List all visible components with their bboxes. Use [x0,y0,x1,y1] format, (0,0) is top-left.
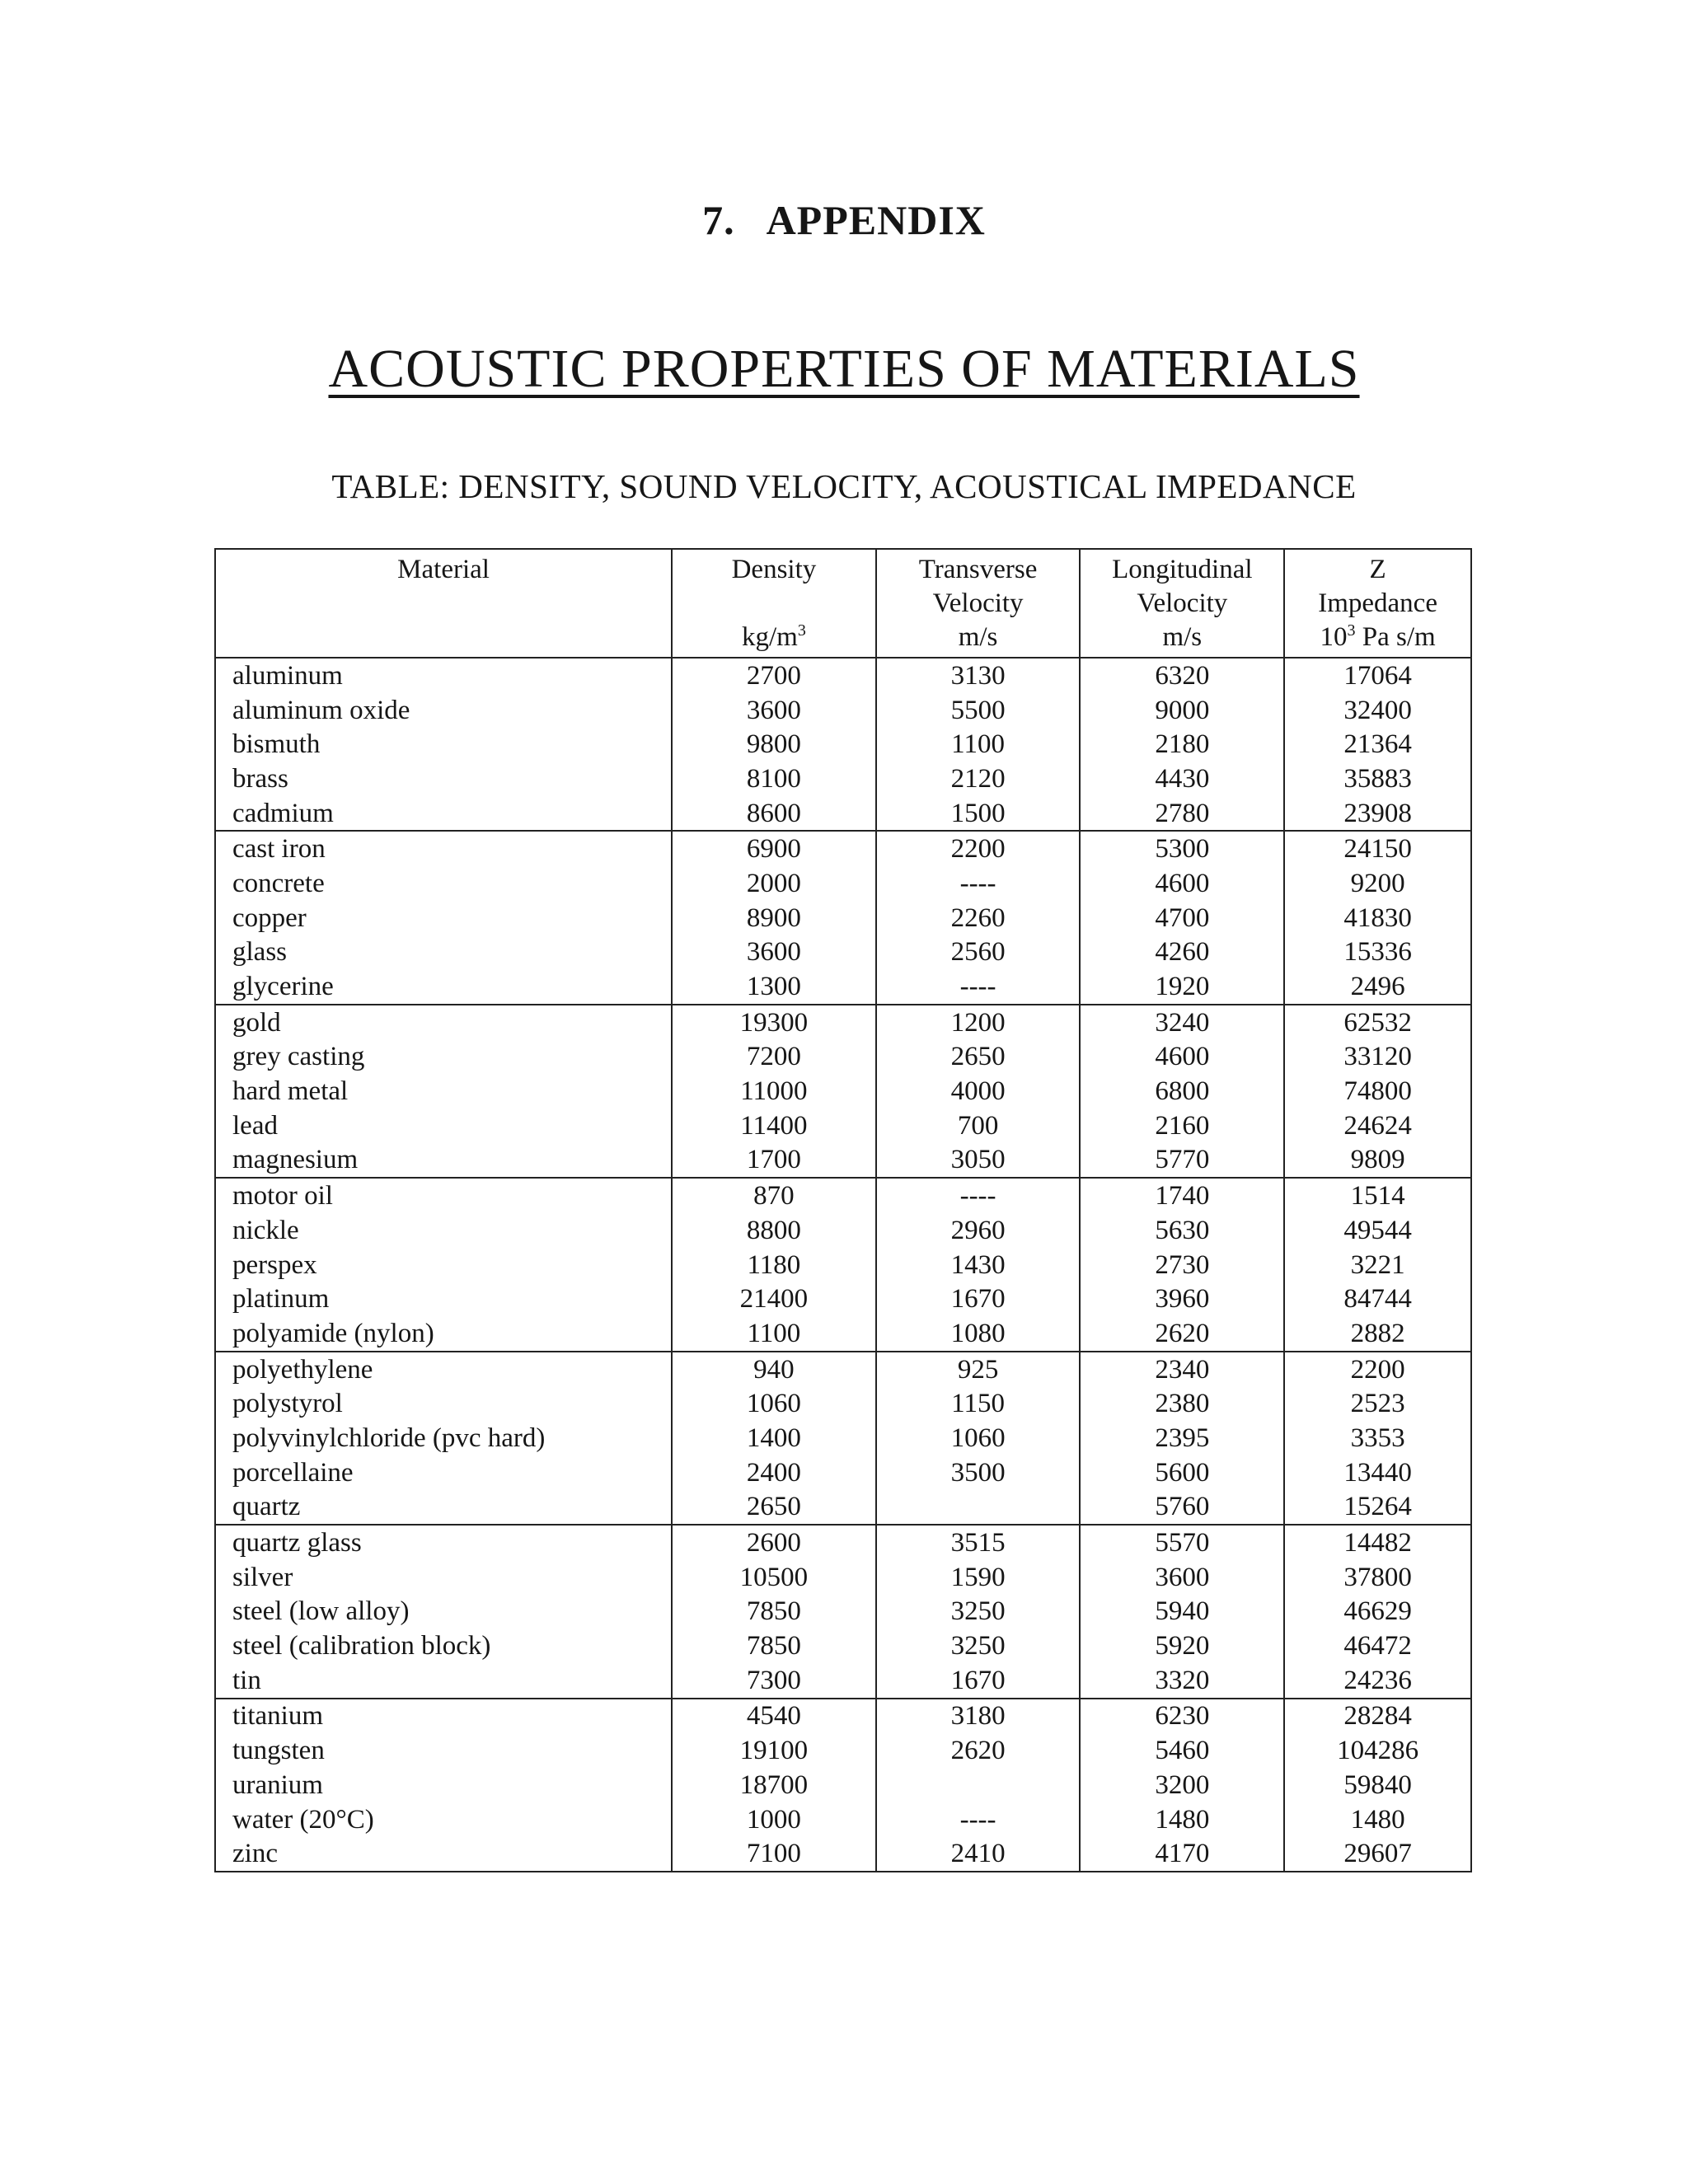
table-row [215,969,1471,1005]
cell-longitudinal: 1920 [1080,969,1284,1005]
header-longitudinal-label-1: Longitudinal [1112,555,1253,584]
cell-longitudinal: 2780 [1080,796,1284,832]
cell-transverse: 1670 [876,1663,1081,1699]
header-transverse-unit: m/s [958,622,998,652]
cell-material: platinum [215,1282,672,1316]
cell-material: grey casting [215,1040,672,1075]
cell-density: 2000 [672,866,876,901]
table-row [215,1836,1471,1872]
main-title-text: ACOUSTIC PROPERTIES OF MATERIALS [328,339,1360,399]
cell-transverse: 2620 [876,1733,1081,1768]
cell-material: polyethylene [215,1352,672,1387]
cell-transverse: 5500 [876,693,1081,728]
cell-density: 21400 [672,1282,876,1316]
header-transverse-label-1: Transverse [918,555,1038,584]
cell-impedance: 35883 [1284,762,1471,796]
cell-longitudinal: 2730 [1080,1248,1284,1282]
cell-transverse: 3250 [876,1595,1081,1629]
cell-density: 1100 [672,1316,876,1352]
cell-longitudinal: 3600 [1080,1560,1284,1595]
cell-longitudinal: 2160 [1080,1108,1284,1143]
cell-density: 1060 [672,1386,876,1421]
cell-transverse [876,1490,1081,1526]
cell-density: 3600 [672,935,876,970]
table-row [215,1143,1471,1179]
cell-material: motor oil [215,1178,672,1213]
acoustic-properties-table [214,548,1472,1872]
cell-longitudinal: 2395 [1080,1421,1284,1455]
table-row [215,727,1471,762]
cell-impedance: 14482 [1284,1525,1471,1560]
cell-material: polystyrol [215,1386,672,1421]
cell-density: 11400 [672,1108,876,1143]
cell-transverse: ---- [876,969,1081,1005]
table-row [215,1282,1471,1316]
cell-longitudinal: 4600 [1080,866,1284,901]
cell-impedance: 32400 [1284,693,1471,728]
cell-longitudinal: 6230 [1080,1699,1284,1734]
cell-longitudinal: 5460 [1080,1733,1284,1768]
table-row [215,1490,1471,1526]
cell-impedance: 1514 [1284,1178,1471,1213]
table-row [215,831,1471,866]
table-row [215,935,1471,970]
table-row [215,693,1471,728]
cell-impedance: 46629 [1284,1595,1471,1629]
table-row [215,1699,1471,1734]
header-material [215,549,672,658]
table-row [215,1663,1471,1699]
cell-material: aluminum oxide [215,693,672,728]
cell-material: water (20°C) [215,1802,672,1837]
cell-material: copper [215,901,672,935]
impedance-unit-base: 10 [1320,622,1348,652]
cell-density: 4540 [672,1699,876,1734]
cell-longitudinal: 4260 [1080,935,1284,970]
cell-impedance: 74800 [1284,1074,1471,1108]
cell-material: tungsten [215,1733,672,1768]
table-row [215,1802,1471,1837]
cell-longitudinal: 2180 [1080,727,1284,762]
cell-material: brass [215,762,672,796]
table-body [215,658,1471,1872]
table-row [215,762,1471,796]
table-row [215,1074,1471,1108]
table-row [215,1040,1471,1075]
cell-transverse: ---- [876,1178,1081,1213]
cell-impedance: 9200 [1284,866,1471,901]
cell-density: 2400 [672,1455,876,1490]
cell-density: 1300 [672,969,876,1005]
table-row [215,1248,1471,1282]
cell-transverse: 2120 [876,762,1081,796]
header-longitudinal-unit: m/s [1162,622,1203,652]
cell-material: glass [215,935,672,970]
cell-material: tin [215,1663,672,1699]
cell-transverse: 2960 [876,1213,1081,1248]
cell-transverse: 1500 [876,796,1081,832]
cell-transverse: ---- [876,1802,1081,1837]
table-row [215,1316,1471,1352]
cell-longitudinal: 4600 [1080,1040,1284,1075]
cell-density: 8900 [672,901,876,935]
cell-density: 18700 [672,1768,876,1802]
header-density-label: Density [731,555,817,584]
header-impedance-label-2: Impedance [1318,588,1437,618]
cell-impedance: 33120 [1284,1040,1471,1075]
cell-material: bismuth [215,727,672,762]
cell-density: 870 [672,1178,876,1213]
table-row [215,1178,1471,1213]
cell-impedance: 28284 [1284,1699,1471,1734]
cell-transverse: 925 [876,1352,1081,1387]
cell-transverse: 4000 [876,1074,1081,1108]
cell-impedance: 3221 [1284,1248,1471,1282]
header-impedance-label-1: Z [1369,555,1386,584]
cell-longitudinal: 6800 [1080,1074,1284,1108]
main-title [0,338,1688,401]
cell-material: titanium [215,1699,672,1734]
cell-density: 7850 [672,1629,876,1663]
header-material-label: Material [397,555,490,584]
header-longitudinal [1080,549,1284,658]
cell-impedance: 9809 [1284,1143,1471,1179]
cell-impedance: 24150 [1284,831,1471,866]
cell-transverse: 1430 [876,1248,1081,1282]
cell-material: hard metal [215,1074,672,1108]
cell-longitudinal: 4700 [1080,901,1284,935]
cell-impedance: 62532 [1284,1005,1471,1040]
cell-material: lead [215,1108,672,1143]
table-row [215,1386,1471,1421]
cell-impedance: 84744 [1284,1282,1471,1316]
cell-density: 8600 [672,796,876,832]
cell-impedance: 29607 [1284,1836,1471,1872]
cell-impedance: 59840 [1284,1768,1471,1802]
cell-density: 1400 [672,1421,876,1455]
cell-impedance: 17064 [1284,658,1471,693]
impedance-unit-sup: 3 [1347,621,1356,640]
cell-density: 11000 [672,1074,876,1108]
density-unit-sup: 3 [797,621,806,640]
cell-density: 940 [672,1352,876,1387]
cell-impedance: 2882 [1284,1316,1471,1352]
cell-transverse: 2260 [876,901,1081,935]
cell-material: zinc [215,1836,672,1872]
cell-transverse: 3515 [876,1525,1081,1560]
table-row [215,1595,1471,1629]
cell-impedance: 21364 [1284,727,1471,762]
cell-impedance: 24236 [1284,1663,1471,1699]
header-impedance-unit [1285,621,1470,654]
cell-material: steel (calibration block) [215,1629,672,1663]
cell-impedance: 3353 [1284,1421,1471,1455]
cell-material: uranium [215,1768,672,1802]
cell-impedance: 46472 [1284,1629,1471,1663]
cell-material: polyvinylchloride (pvc hard) [215,1421,672,1455]
cell-longitudinal: 4430 [1080,762,1284,796]
cell-transverse: ---- [876,866,1081,901]
cell-transverse: 2200 [876,831,1081,866]
table-row [215,1629,1471,1663]
cell-longitudinal: 5770 [1080,1143,1284,1179]
cell-density: 3600 [672,693,876,728]
cell-density: 19100 [672,1733,876,1768]
cell-density: 19300 [672,1005,876,1040]
cell-material: cadmium [215,796,672,832]
cell-longitudinal: 5600 [1080,1455,1284,1490]
cell-transverse: 3180 [876,1699,1081,1734]
cell-density: 2600 [672,1525,876,1560]
cell-impedance: 37800 [1284,1560,1471,1595]
cell-longitudinal: 3240 [1080,1005,1284,1040]
table-row [215,1108,1471,1143]
cell-impedance: 15264 [1284,1490,1471,1526]
appendix-number: 7. [702,197,735,243]
cell-density: 1180 [672,1248,876,1282]
cell-density: 1700 [672,1143,876,1179]
cell-longitudinal: 1740 [1080,1178,1284,1213]
cell-material: magnesium [215,1143,672,1179]
cell-impedance: 13440 [1284,1455,1471,1490]
cell-longitudinal: 5920 [1080,1629,1284,1663]
cell-material: nickle [215,1213,672,1248]
cell-density: 9800 [672,727,876,762]
cell-impedance: 23908 [1284,796,1471,832]
header-transverse-label-2: Velocity [932,588,1024,618]
cell-transverse: 3050 [876,1143,1081,1179]
cell-impedance: 1480 [1284,1802,1471,1837]
cell-longitudinal: 5570 [1080,1525,1284,1560]
cell-impedance: 2523 [1284,1386,1471,1421]
table-row [215,1768,1471,1802]
cell-material: porcellaine [215,1455,672,1490]
cell-longitudinal: 5760 [1080,1490,1284,1526]
cell-transverse [876,1768,1081,1802]
cell-density: 8800 [672,1213,876,1248]
cell-transverse: 1200 [876,1005,1081,1040]
cell-transverse: 700 [876,1108,1081,1143]
cell-density: 2650 [672,1490,876,1526]
header-density-spacer [673,587,875,621]
cell-impedance: 15336 [1284,935,1471,970]
cell-longitudinal: 2620 [1080,1316,1284,1352]
cell-transverse: 1080 [876,1316,1081,1352]
cell-density: 7100 [672,1836,876,1872]
cell-density: 7200 [672,1040,876,1075]
header-transverse [876,549,1081,658]
cell-density: 1000 [672,1802,876,1837]
table-caption: TABLE: DENSITY, SOUND VELOCITY, ACOUSTICAL IMPEDANCE [331,467,1357,505]
cell-impedance: 2496 [1284,969,1471,1005]
cell-material: glycerine [215,969,672,1005]
table-row [215,866,1471,901]
cell-longitudinal: 5630 [1080,1213,1284,1248]
cell-longitudinal: 5300 [1080,831,1284,866]
cell-longitudinal: 2380 [1080,1386,1284,1421]
cell-longitudinal: 3320 [1080,1663,1284,1699]
cell-transverse: 3130 [876,658,1081,693]
header-longitudinal-label-2: Velocity [1137,588,1228,618]
impedance-unit-rest: Pa s/m [1355,622,1436,652]
table-row [215,1560,1471,1595]
header-impedance [1284,549,1471,658]
table-row [215,1213,1471,1248]
cell-impedance: 104286 [1284,1733,1471,1768]
appendix-title: APPENDIX [766,197,986,243]
table-row [215,1455,1471,1490]
cell-density: 7300 [672,1663,876,1699]
header-density [672,549,876,658]
cell-longitudinal: 4170 [1080,1836,1284,1872]
table-row [215,658,1471,693]
cell-material: gold [215,1005,672,1040]
cell-density: 6900 [672,831,876,866]
cell-transverse: 3250 [876,1629,1081,1663]
cell-longitudinal: 3200 [1080,1768,1284,1802]
cell-transverse: 2650 [876,1040,1081,1075]
cell-transverse: 2560 [876,935,1081,970]
header-density-unit [673,621,875,654]
table-row [215,901,1471,935]
cell-transverse: 1590 [876,1560,1081,1595]
cell-material: silver [215,1560,672,1595]
table-row [215,796,1471,832]
cell-transverse: 1100 [876,727,1081,762]
table-row [215,1525,1471,1560]
cell-material: polyamide (nylon) [215,1316,672,1352]
appendix-heading [0,196,1688,244]
table-row [215,1352,1471,1387]
cell-density: 7850 [672,1595,876,1629]
cell-material: cast iron [215,831,672,866]
table-row [215,1005,1471,1040]
cell-transverse: 2410 [876,1836,1081,1872]
cell-material: quartz [215,1490,672,1526]
cell-impedance: 24624 [1284,1108,1471,1143]
cell-longitudinal: 5940 [1080,1595,1284,1629]
cell-transverse: 1060 [876,1421,1081,1455]
cell-transverse: 1670 [876,1282,1081,1316]
cell-longitudinal: 9000 [1080,693,1284,728]
cell-material: perspex [215,1248,672,1282]
cell-material: concrete [215,866,672,901]
cell-material: steel (low alloy) [215,1595,672,1629]
table-row [215,1733,1471,1768]
table-header-row [215,549,1471,658]
cell-material: quartz glass [215,1525,672,1560]
cell-impedance: 49544 [1284,1213,1471,1248]
cell-material: aluminum [215,658,672,693]
cell-density: 8100 [672,762,876,796]
density-unit-text: kg/m [742,622,798,652]
table-row [215,1421,1471,1455]
cell-impedance: 2200 [1284,1352,1471,1387]
cell-density: 2700 [672,658,876,693]
cell-longitudinal: 3960 [1080,1282,1284,1316]
cell-longitudinal: 6320 [1080,658,1284,693]
cell-longitudinal: 1480 [1080,1802,1284,1837]
cell-transverse: 3500 [876,1455,1081,1490]
cell-impedance: 41830 [1284,901,1471,935]
cell-density: 10500 [672,1560,876,1595]
cell-longitudinal: 2340 [1080,1352,1284,1387]
cell-transverse: 1150 [876,1386,1081,1421]
